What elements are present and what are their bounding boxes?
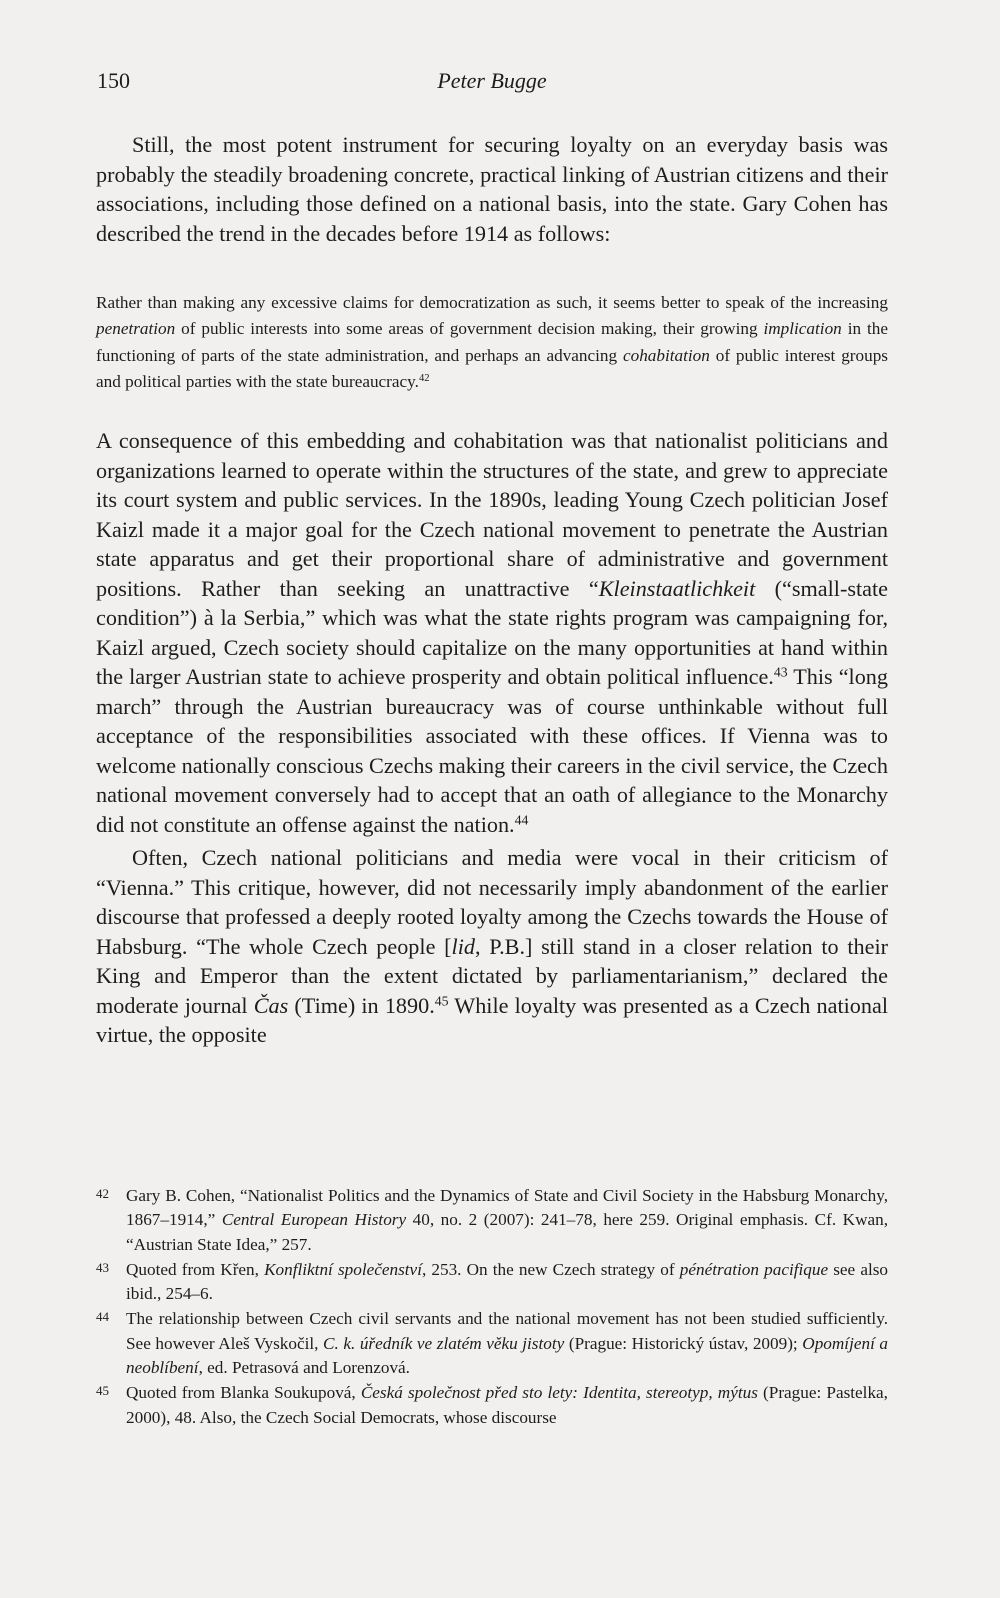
block-quote xyxy=(96,290,888,395)
body-text-opening xyxy=(96,130,888,248)
footnote-ref-42: 42 xyxy=(418,373,430,385)
running-head: Peter Bugge xyxy=(437,68,547,93)
footnote-number: 44 xyxy=(96,1309,109,1325)
footnote-45: 45 Quoted from Blanka Soukupová, Česká společnost před sto lety: Identita, stereotyp, mýtus (Prague: Pastelka, 2000), 48. Also, the Czech Social Democrats, whose discourse xyxy=(96,1381,888,1430)
footnote-42: 42 Gary B. Cohen, “Nationalist Politics and the Dynamics of State and Civil Society in the Habsburg Monarchy, 1867–1914,” Central European History 40, no. 2 (2007): 241–78, here 259. Original emphasis. Cf. Kwan, “Austrian State Idea,” 257. xyxy=(96,1184,888,1257)
footnote-43: 43 Quoted from Křen, Konfliktní společenství, 253. On the new Czech strategy of pénétration pacifique see also ibid., 254–6. xyxy=(96,1258,888,1307)
footnote-number: 43 xyxy=(96,1259,109,1275)
page-number: 150 xyxy=(97,68,130,93)
paragraph: A consequence of this embedding and cohabitation was that nationalist politicians and organizations learned to operate within the structures of the state, and grew to appreciate its court system and public services. In the 1890s, leading Young Czech politician Josef Kaizl made it a major goal for the Czech national movement to penetrate the Austrian state apparatus and get their proportional share of administrative and government positions. Rather than seeking an unattractive “Kleinstaatlichkeit (“small-state condition”) à la Serbia,” which was what the state rights program was campaigning for, Kaizl argued, Czech society should capitalize on the many opportunities at hand within the larger Austrian state to achieve prosperity and obtain political influence.$^{43}$ This “long march” through the Austrian bureaucracy was of course unthinkable without full acceptance of the responsibilities associated with these offices. If Vienna was to welcome nationally conscious Czechs making their careers in the civil service, the Czech national movement conversely had to accept that an oath of allegiance to the Monarchy did not constitute an offense against the nation.$^{44}$ xyxy=(96,428,889,837)
footnote-ref-43: 43 xyxy=(773,664,788,680)
quote-paragraph: Rather than making any excessive claims for democratization as such, it seems better to speak of the increasing penetration of public interests into some areas of government decision making, their growing implication in the functioning of parts of the state administration, and perhaps an advancing cohabitation of public interest groups and political parties with the state bureaucracy.$^{42}$ xyxy=(96,293,888,391)
footnote-number: 42 xyxy=(96,1186,109,1201)
body-text-main xyxy=(96,426,888,1050)
footnote-44: 44 The relationship between Czech civil servants and the national movement has not been studied sufficiently. See however Aleš Vyskočil, C. k. úředník ve zlatém věku jistoty (Prague: Historický ústav, 2009); Opomíjení a neoblíbení, ed. Petrasová and Lorenzová. xyxy=(96,1307,888,1380)
footnotes xyxy=(96,1184,888,1431)
footnote-number: 45 xyxy=(96,1383,109,1399)
page-header xyxy=(97,68,887,102)
paragraph: Still, the most potent instrument for securing loyalty on an everyday basis was probably the steadily broadening concrete, practical linking of Austrian citizens and their associations, including those defined on a national basis, into the state. Gary Cohen has described the trend in the decades before 1914 as follows: xyxy=(96,132,888,246)
paragraph: Often, Czech national politicians and media were vocal in their criticism of “Vienna.” This critique, however, did not necessarily imply abandonment of the earlier discourse that professed a deeply rooted loyalty among the Czechs towards the House of Habsburg. “The whole Czech people [lid, P.B.] still stand in a closer relation to their King and Emperor than the extent dictated by parliamentarianism,” declared the moderate journal Čas (Time) in 1890.45 While loyalty was presented as a Czech national virtue, the opposite xyxy=(96,845,888,1047)
footnote-ref-44: 44 xyxy=(514,811,529,827)
footnote-ref-45: 45 xyxy=(434,992,449,1008)
